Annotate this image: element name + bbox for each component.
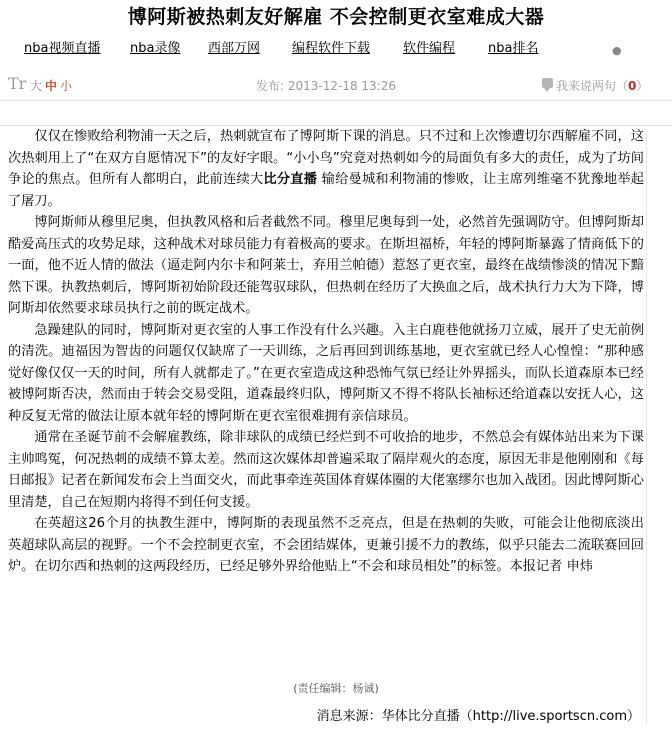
- nav-links: [24, 40, 624, 60]
- nav-link-programming[interactable]: 软件编程: [403, 41, 456, 56]
- paragraph: 通常在圣诞节前不会解雇教练，除非球队的成绩已经烂到不可收拾的地步，不然总会有媒体站出来为下课主帅鸣冤，何况热刺的成绩不算太差。然而这次媒体却普遍采取了隔岸观火的态度，原因无非是他刚刚和《每日邮报》记者在新闻发布会上当面交火，而此事牵连英国体育媒体圈的大佬塞缪尔也加入战团。因此博阿斯心里清楚，自己在短期内将得不到任何支援。: [8, 430, 644, 510]
- paw-icon: ●: [612, 44, 622, 57]
- nav-link-western[interactable]: 西部万网: [208, 41, 261, 56]
- font-size-icon: Tr: [8, 74, 27, 93]
- paragraph: 急躁建队的同时，博阿斯对更衣室的人事工作没有什么兴趣。入主白鹿巷他就扬刀立威，展开了史无前例的清洗。迪福因为智齿的问题仅仅缺席了一天训练，之后再回到训练基地，更衣室就已经人心惶惶：“那种感觉好像仅仅一天的时间，所有人就都走了。”在更衣室造成这种恐怖气氛已经让外界摇头，而队长道森原本已经被博阿斯否决，然而由于转会交易受阻，道森最终归队，博阿斯又不得不将队长袖标还给道森以安抚人心，这种反复无常的做法让原本就年轻的博阿斯在更衣室很难拥有亲信球员。: [8, 322, 644, 424]
- nav-link-nba-replay[interactable]: nba录像: [130, 41, 181, 56]
- paragraph-text: 仅仅在惨败给利物浦一天之后，热刺就宣布了博阿斯下课的消息。只不过和上次惨遭切尔西解雇不同，这次热刺用上了“在双方自愿情况下”的友好字眼。“小小鸟”究竟对热刺如今的局面负有多大的责任，成为了坊间争论的焦点。但所有人都明白，此前连续大: [8, 129, 644, 187]
- article-body: [8, 126, 644, 578]
- responsible-editor: (责任编辑：杨诚): [293, 682, 379, 695]
- paragraph-text: 输给曼城和利物浦的惨败，让主席列维毫不犹豫地举起了屠刀。: [8, 172, 644, 209]
- comment-label: 我来说两句（: [556, 79, 629, 93]
- font-size-medium-button[interactable]: 中: [45, 79, 58, 93]
- comment-count: 0: [628, 79, 637, 93]
- score-live-link[interactable]: 比分直播: [263, 172, 318, 187]
- nav-link-nba-rank[interactable]: nba排名: [488, 41, 539, 56]
- paragraph: 博阿斯师从穆里尼奥，但执教风格和后者截然不同。穆里尼奥每到一处，必然首先强调防守。但博阿斯却酷爱高压式的攻势足球，这种战术对球员能力有着极高的要求。在斯坦福桥，年轻的博阿斯暴露了情商低下的一面，他不近人情的做法（逼走阿内尔卡和阿莱士，弃用兰帕德）惹怒了更衣室，最终在战绩惨淡的情况下黯然下课。执教热刺后，博阿斯初始阶段还能驾驭球队，但热刺在经历了大换血之后，战术执行力大为下降，博阿斯却依然要求球员执行之前的既定战术。: [8, 215, 644, 316]
- paragraph: [8, 126, 644, 212]
- comment-link[interactable]: [556, 77, 648, 94]
- news-source: 消息来源：华体比分直播（http://live.sportscn.com）: [316, 709, 640, 724]
- font-size-small-button[interactable]: 小: [60, 79, 73, 93]
- nav-link-nba-live[interactable]: nba视频直播: [24, 41, 101, 56]
- publish-time: 发布: 2013-12-18 13:26: [256, 79, 396, 93]
- paragraph: 在英超这26个月的执教生涯中，博阿斯的表现虽然不乏亮点，但是在热刺的失败，可能会让他彻底淡出英超球队高层的视野。一个不会控制更衣室，不会团结媒体，更兼引援不力的教练，似乎只能去二流联赛回回炉。在切尔西和热刺的这两段经历，已经足够外界给他贴上“不会和球员相处”的标签。本报记者 申炜: [8, 516, 644, 574]
- nav-link-software-dl[interactable]: 编程软件下载: [292, 41, 371, 56]
- comment-icon: [542, 78, 553, 88]
- right-border: [646, 130, 647, 725]
- font-size-large-button[interactable]: 大: [30, 79, 43, 93]
- comment-close: ）: [636, 79, 649, 93]
- meta-bar: [0, 72, 672, 101]
- article-title: 博阿斯被热刺友好解雇 不会控制更衣室难成大器: [127, 6, 545, 28]
